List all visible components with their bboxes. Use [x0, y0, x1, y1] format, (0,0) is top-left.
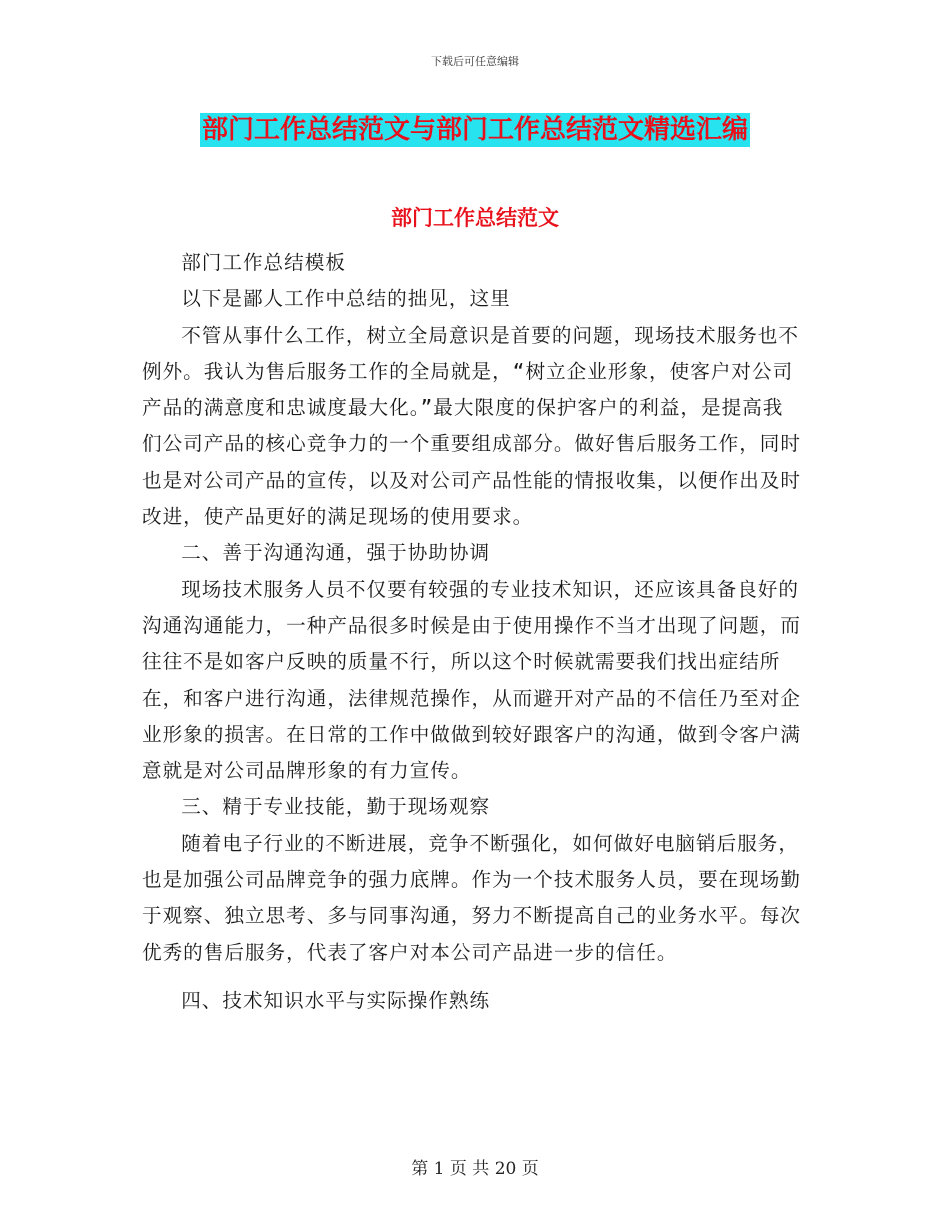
- header-note: 下载后可任意编辑: [431, 55, 519, 68]
- paragraph: 部门工作总结模板: [181, 251, 346, 274]
- document-body: [142, 245, 802, 1019]
- paragraph: 随着电子行业的不断进展，竞争不断强化，如何做好电脑销后服务，也是加强公司品牌竞争的强力底牌。作为一个技术服务人员，要在现场勤于观察、独立思考、多与同事沟通，努力不断提高自己的业务水平。每次优秀的售后服务，代表了客户对本公司产品进一步的信任。: [142, 831, 801, 964]
- paragraph: 以下是鄙人工作中总结的拙见，这里: [181, 287, 511, 311]
- page-footer: 第 1 页 共 20 页: [411, 1159, 539, 1179]
- document-title-container: [0, 113, 950, 147]
- paragraph-heading: 二、善于沟通沟通，强于协助协调: [181, 541, 491, 565]
- document-title: 部门工作总结范文与部门工作总结范文精选汇编: [201, 115, 748, 145]
- paragraph-heading: 三、精于专业技能，勤于现场观察: [181, 795, 491, 819]
- paragraph: 现场技术服务人员不仅要有较强的专业技术知识，还应该具备良好的沟通沟通能力，一种产品很多时候是由于使用操作不当才出现了问题，而往往不是如客户反映的质量不行，所以这个时候就需要我们找出症结所在，和客户进行沟通，法律规范操作，从而避开对产品的不信任乃至对企业形象的损害。在日常的工作中做做到较好跟客户的沟通，做到令客户满意就是对公司品牌形象的有力宣传。: [142, 577, 801, 783]
- section-title: 部门工作总结范文: [391, 205, 559, 230]
- paragraph-heading: 四、技术知识水平与实际操作熟练: [181, 988, 491, 1012]
- paragraph: 不管从事什么工作，树立全局意识是首要的问题，现场技术服务也不例外。我认为售后服务工作的全局就是，“树立企业形象，使客户对公司产品的满意度和忠诚度最大化。”最大限度的保护客户的利益，是提高我们公司产品的核心竞争力的一个重要组成部分。做好售后服务工作，同时也是对公司产品的宣传，以及对公司产品性能的情报收集，以便作出及时改进，使产品更好的满足现场的使用要求。: [142, 323, 801, 529]
